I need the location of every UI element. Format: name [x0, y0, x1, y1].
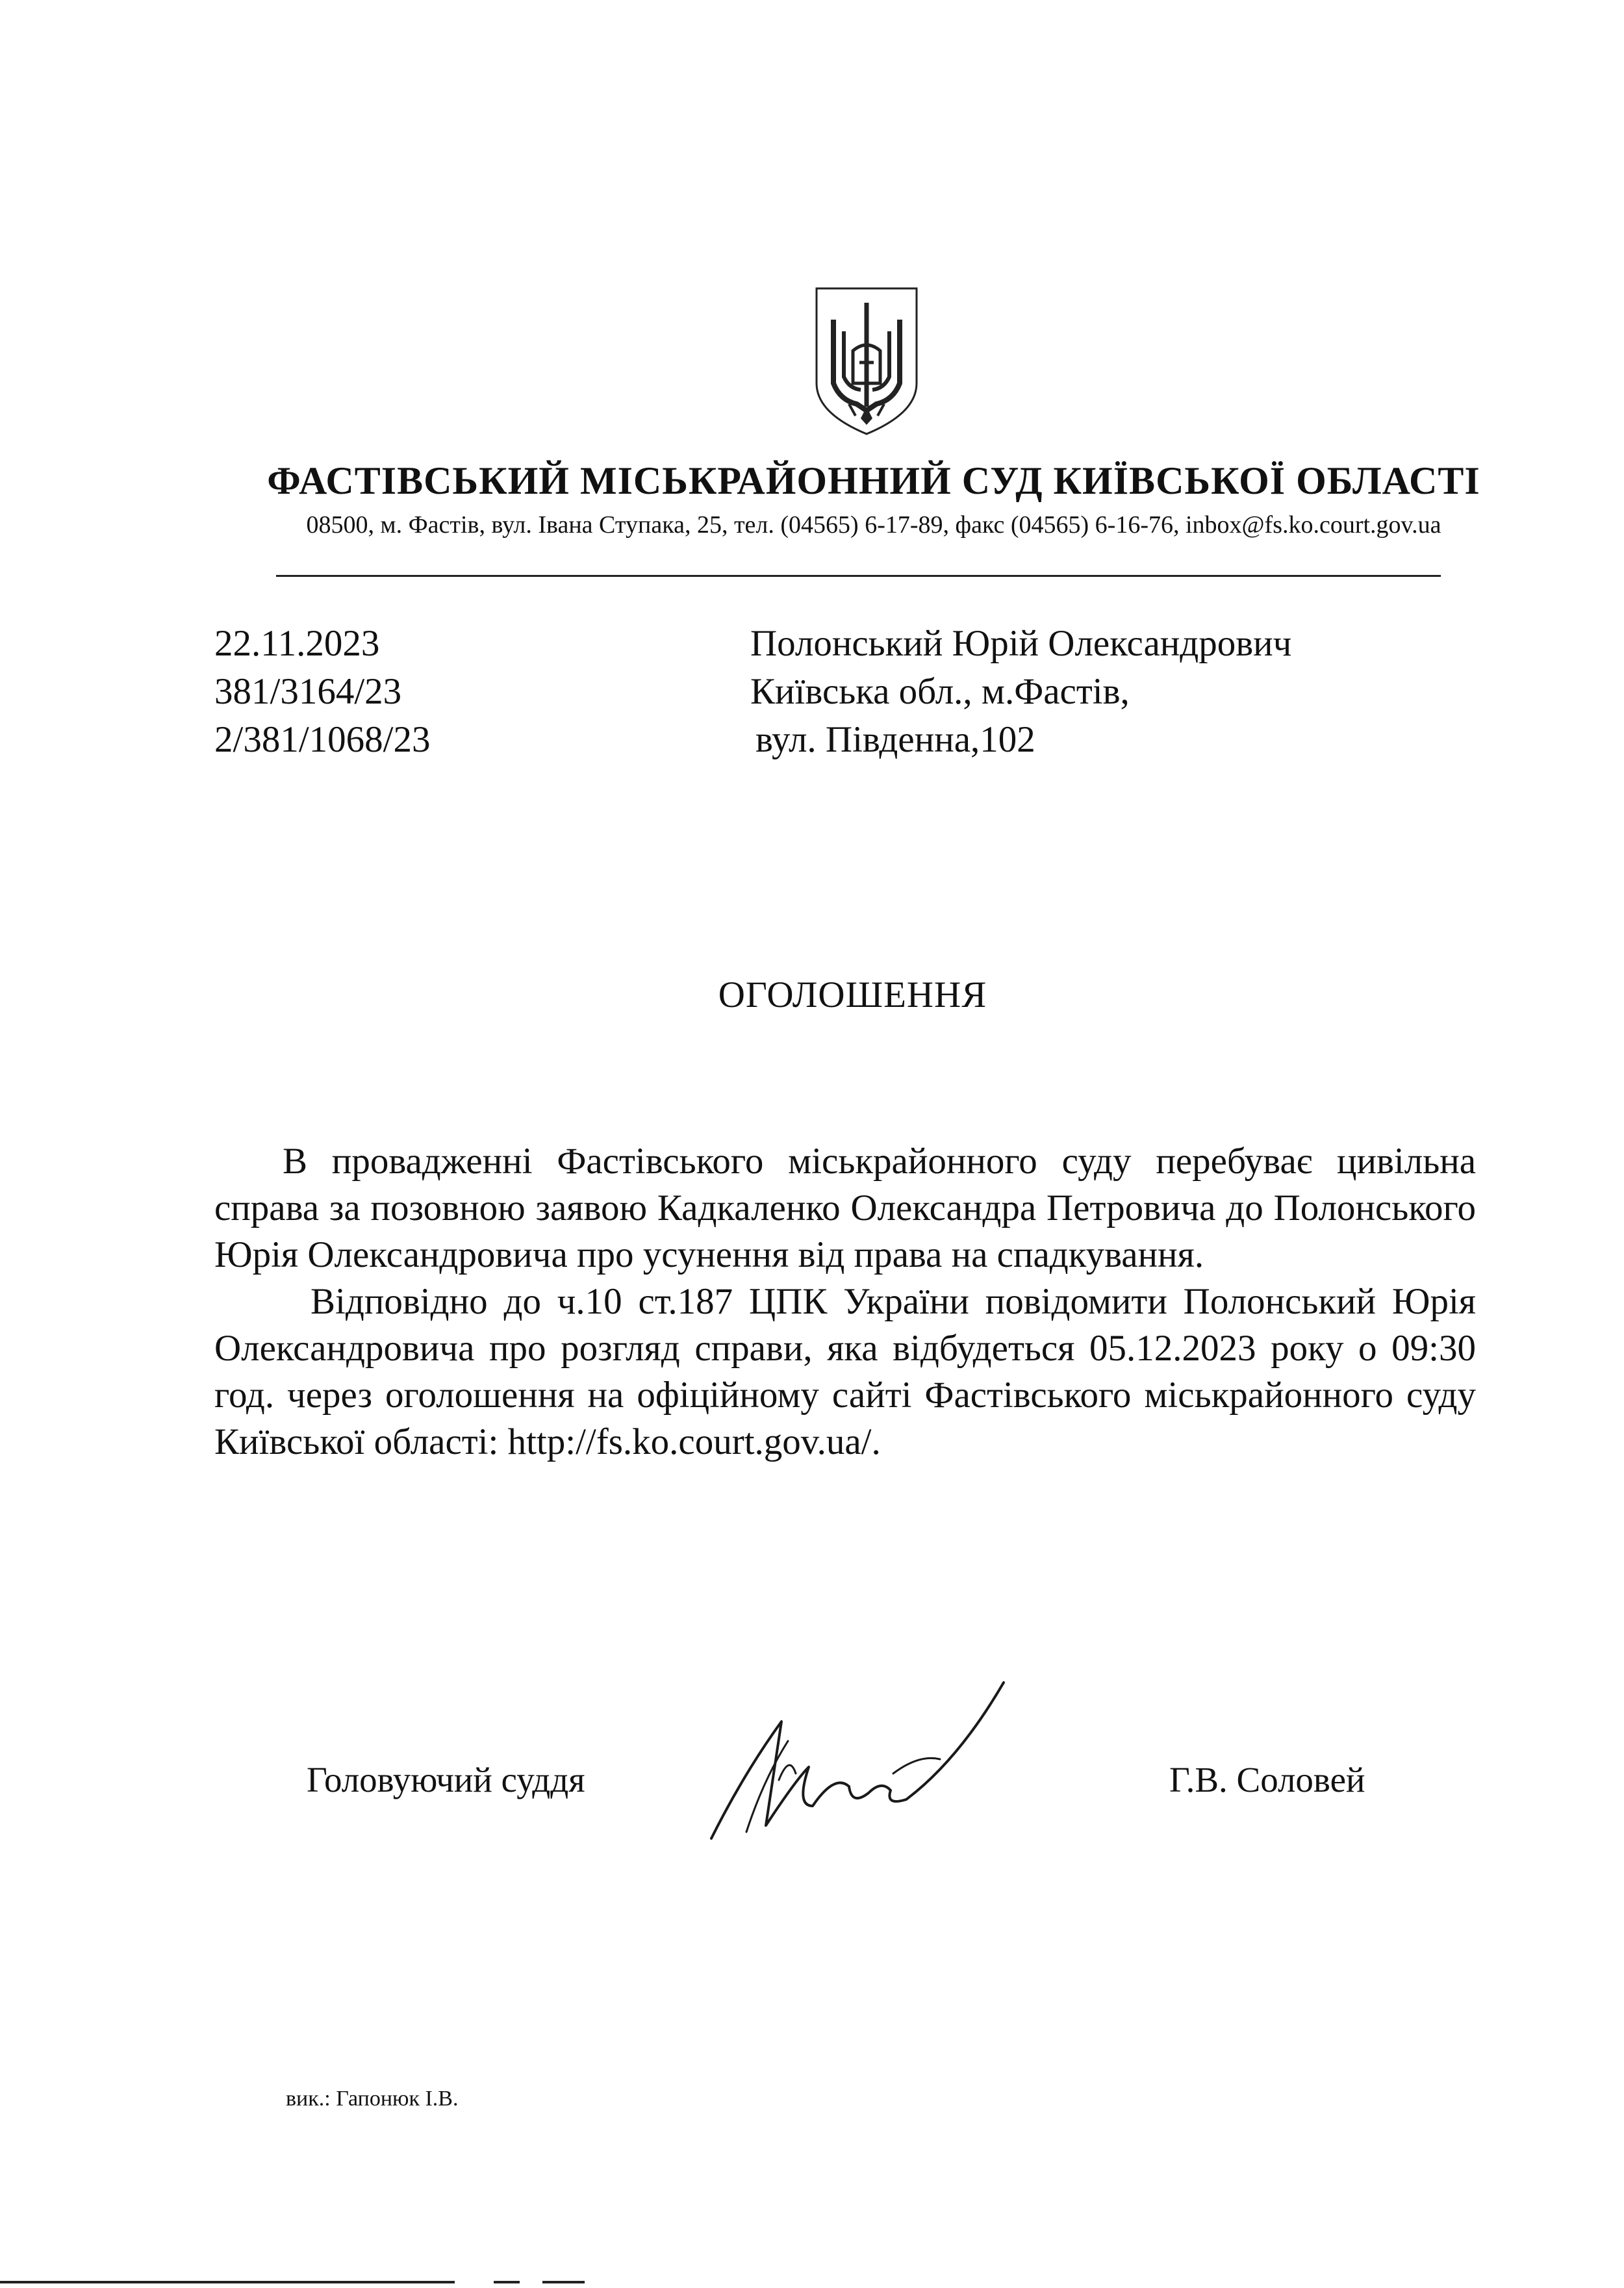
court-contacts: 08500, м. Фастів, вул. Івана Ступака, 25, тел. (04565) 6-17-89, факс (04565) 6-16-76, inbox@fs.ko.court.gov.ua	[306, 511, 1441, 539]
recipient-address-line2: вул. Південна,102	[755, 719, 1035, 760]
announcement-title: ОГОЛОШЕННЯ	[718, 974, 987, 1015]
signatory-role: Головуючий суддя	[307, 1760, 585, 1799]
coat-of-arms-icon	[814, 286, 919, 437]
body-paragraph-2: Відповідно до ч.10 ст.187 ЦПК України повідомити Полонський Юрія Олександровича про розгляд справи, яка відбудеться 05.12.2023 року о 09:30 год. через оголошення на офіційному сайті Фастівського міськрайонного суду Київської області: http://fs.ko.court.gov.ua/.	[214, 1281, 1476, 1462]
handwritten-signature	[698, 1676, 1010, 1851]
body-paragraph-1: В провадженні Фастівського міськрайонного суду перебуває цивільна справа за позовною заявою Кадкаленко Олександра Петровича до Полонського Юрія Олександровича про усунення від права на спадкування.	[214, 1141, 1476, 1275]
signatory-name: Г.В. Соловей	[1169, 1760, 1365, 1799]
outgoing-number: 2/381/1068/23	[214, 719, 431, 760]
executor-note: вик.: Гапонюк І.В.	[286, 2087, 459, 2111]
recipient-address-line1: Київська обл., м.Фастів,	[750, 671, 1130, 712]
case-number: 381/3164/23	[214, 671, 402, 712]
header-divider	[276, 575, 1441, 577]
recipient-name: Полонський Юрій Олександрович	[750, 623, 1292, 664]
court-name: ФАСТІВСЬКИЙ МІСЬКРАЙОННИЙ СУД КИЇВСЬКОЇ ОБЛАСТІ	[267, 459, 1480, 502]
document-date: 22.11.2023	[214, 623, 380, 664]
scan-edge-marks	[0, 2276, 1624, 2288]
announcement-body	[214, 1138, 1476, 1466]
